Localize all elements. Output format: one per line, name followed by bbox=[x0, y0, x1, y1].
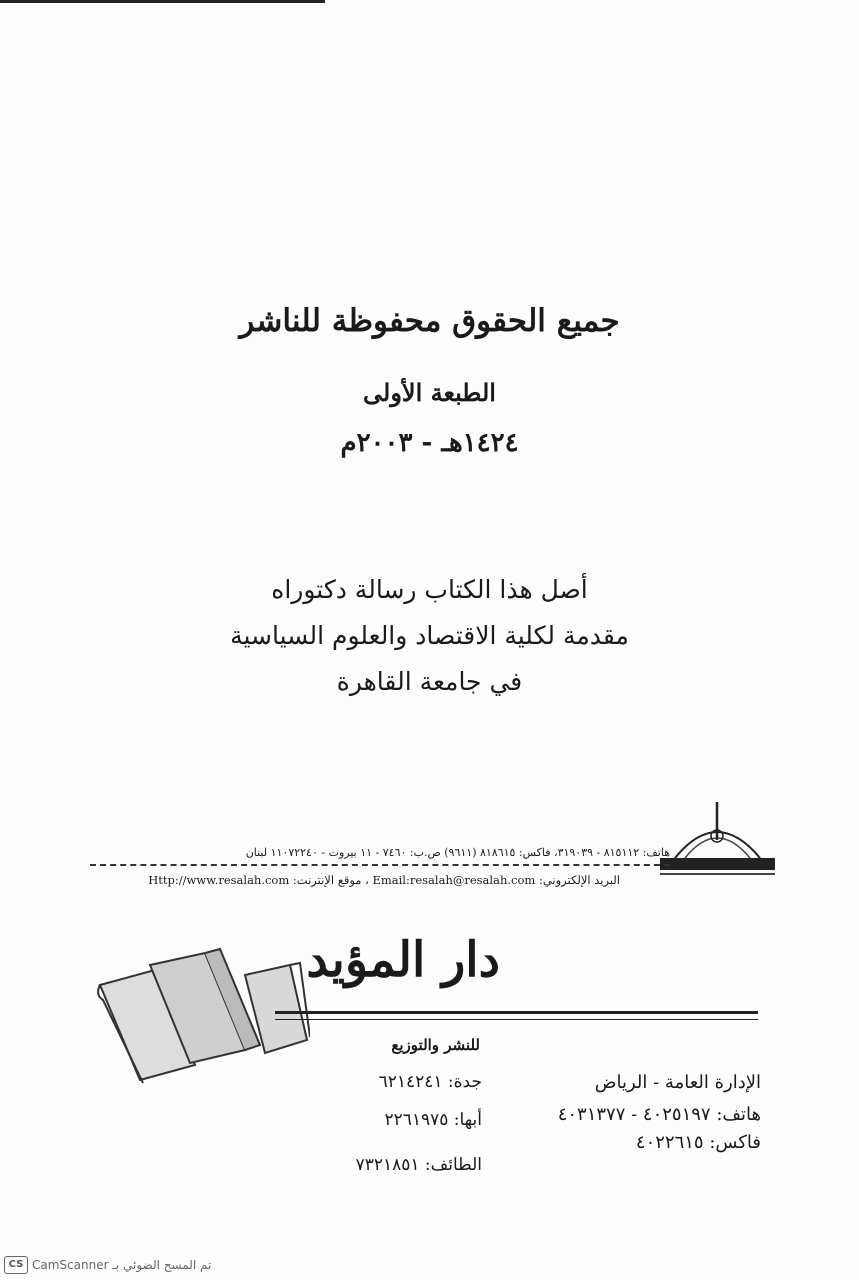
publisher-name: دار المؤيد bbox=[306, 932, 500, 988]
divider-thin bbox=[275, 1019, 758, 1020]
origin-line-1: أصل هذا الكتاب رسالة دكتوراه bbox=[271, 575, 588, 604]
top-edge-line bbox=[0, 0, 325, 3]
branch-taif: الطائف: ٧٣٢١٨٥١ bbox=[355, 1155, 482, 1175]
branch-jeddah: جدة: ٦٢١٤٢٤١ bbox=[378, 1072, 482, 1092]
camscanner-watermark bbox=[4, 1254, 211, 1276]
origin-line-2: مقدمة لكلية الاقتصاد والعلوم السياسية bbox=[230, 621, 629, 650]
publisher-subtitle: للنشر والتوزيع bbox=[391, 1036, 480, 1054]
camscanner-icon: CS bbox=[4, 1256, 28, 1274]
branch-abha: أبها: ٢٢٦١٩٧٥ bbox=[384, 1110, 482, 1130]
books-icon bbox=[95, 945, 310, 1085]
edition-year: ١٤٢٤هـ - ٢٠٠٣م bbox=[340, 428, 519, 458]
resalah-contact-line: هاتف: ٨١٥١١٢ - ٣١٩٠٣٩، فاكس: ٨١٨٦١٥ (٩٦١١) ص.ب: ٧٤٦٠ - ١١ بيروت - ١١٠٧٢٢٤٠ لبنان bbox=[90, 846, 670, 866]
hq-fax: فاكس: ٤٠٢٢٦١٥ bbox=[635, 1132, 761, 1153]
divider-thick bbox=[275, 1011, 758, 1014]
resalah-logo-icon bbox=[655, 800, 780, 880]
camscanner-text: تم المسح الضوئي بـ CamScanner bbox=[32, 1258, 212, 1272]
hq-phone: هاتف: ٤٠٢٥١٩٧ - ٤٠٣١٣٧٧ bbox=[557, 1104, 761, 1125]
rights-reserved-title: جميع الحقوق محفوظة للناشر bbox=[239, 303, 620, 339]
edition-label: الطبعة الأولى bbox=[363, 378, 496, 407]
hq-title: الإدارة العامة - الرياض bbox=[594, 1072, 761, 1093]
resalah-web-line: البريد الإلكتروني: Email:resalah@resalah.com ، موقع الإنترنت: Http://www.resalah.com bbox=[148, 873, 620, 887]
origin-line-3: في جامعة القاهرة bbox=[336, 667, 523, 696]
